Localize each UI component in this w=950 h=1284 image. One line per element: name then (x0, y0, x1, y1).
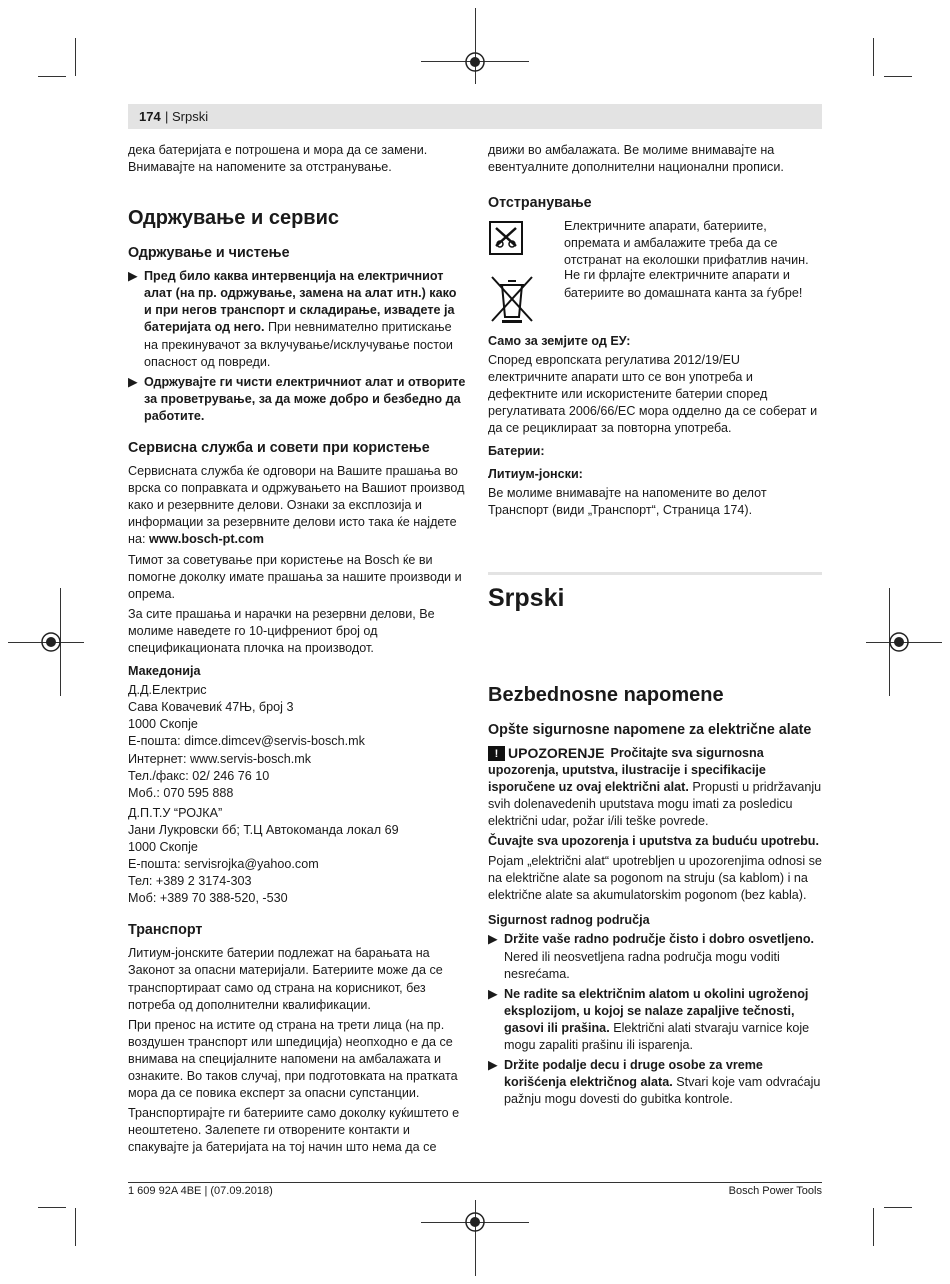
address-line: Д.Д.Електрис (128, 683, 207, 698)
spare-parts-text: За сите прашања и нарачки на резервни делови, Ве молиме наведете го 10-цифрениот број од спецификационата плочка на производот. (128, 606, 435, 655)
heading-work-area: Sigurnost radnog područja (488, 913, 650, 928)
disposal-text-1: Електричните апарати, батериите, опремата и амбалажите треба да се отстранат на еколошки прифатлив начин. (564, 219, 809, 268)
service-link[interactable]: www.bosch-pt.com (145, 532, 264, 547)
heading-cleaning: Одржување и чистење (128, 245, 290, 262)
bullet-text: Nered ili neosvetljena radna područja mogu voditi nesrećama. (504, 949, 780, 981)
crop-mark (38, 76, 66, 77)
disposal-text-2: Не ги фрлајте електричните апарати и батериите во домашната канта за ѓубре! (564, 268, 803, 300)
left-column (128, 142, 466, 1160)
warning-paragraph (488, 745, 822, 831)
header-separator: | (165, 109, 169, 124)
address-line: Д.П.Т.У “РОЈКА” (128, 805, 223, 820)
address-email[interactable]: Е-пошта: servisrojka@yahoo.com (128, 857, 319, 872)
transport-text-1: Литиум-јонските батерии подлежат на барањата на Законот за опасни материјали. Батериите може да се транспортираат само од страна на корисникот, без потреба од дополнителни квалификации. (128, 946, 443, 1012)
warning-triangle-icon: ! (488, 746, 505, 761)
li-ion-text: Ве молиме внимавајте на напомените во делот Транспорт (види „Транспорт“, Страница 174). (488, 486, 767, 518)
keep-instructions: Čuvajte sva upozorenja i uputstva za buduću upotrebu. (488, 834, 819, 849)
bullet-bold-text: Držite vaše radno područje čisto i dobro osvetljeno. (504, 932, 815, 947)
transport-text-2: При пренос на истите од страна на трети лица (на пр. воздушен транспорт или шпедиција) неопходно е да се внимава на специјалните напомени на амбалажата и ознаките. Во таков случај, при подготовката на пратката мора да се повика експерт за опасни супстанции. (128, 1017, 458, 1101)
crop-mark (884, 1207, 912, 1208)
address-block-1 (128, 682, 466, 802)
address-email[interactable]: Е-пошта: dimce.dimcev@servis-bosch.mk (128, 734, 365, 749)
registration-mark-icon (888, 631, 910, 653)
address-mobile: Моб.: 070 595 888 (128, 785, 234, 800)
bullet-bold-text: Одржувајте ги чисти електричниот алат и отворите за проветрување, за да може добро и безбедно да работите. (144, 374, 466, 423)
crossed-bin-icon (488, 273, 536, 325)
bullet-arrow-icon: ▶ (128, 374, 138, 389)
bullet-text: Električni alati stvaraju varnice koje mogu zapaliti prašinu ili isparenja. (504, 1020, 810, 1053)
address-line: Сава Ковачевиќ 47Њ, број 3 (128, 700, 294, 715)
heading-li-ion: Литиум-јонски: (488, 467, 583, 482)
bullet-text: При невнимателно притискање на прекинувачот за вклучување/исклучување постои опасност од повреди. (144, 320, 453, 369)
bin-row (488, 268, 822, 330)
bullet-arrow-icon: ▶ (128, 269, 138, 284)
heading-safety: Bezbednosne napomene (488, 683, 724, 706)
heading-service: Сервисна служба и совети при користење (128, 440, 430, 457)
eu-text: Според европската регулатива 2012/19/EU електричните апарати што се вон употреба и дефектните или искористените батерии според регулативата 2006/66/EC мора одделно да се соберат и да се рециклираат за повторна употреба. (488, 352, 818, 436)
bullet-item (128, 374, 466, 425)
footer-rule (128, 1182, 822, 1183)
continued-text: движи во амбалажата. Ве молиме внимавајте на евентуалните дополнителни национални прописи. (488, 143, 784, 175)
heading-maintenance: Одржување и сервис (128, 207, 339, 230)
bullet-arrow-icon: ▶ (488, 986, 498, 1001)
pojam-text: Pojam „električni alat“ upotrebljen u upozorenjima odnosi se na električne alate sa pogonom na struju (sa kablom) i na električne alate sa akumulatorskim pogonom (bez kabla). (488, 854, 822, 903)
service-text (128, 463, 466, 548)
bullet-text: Stvari koje vam odvraćaju pažnju mogu dovesti do gubitka kontrole. (504, 1075, 821, 1107)
disposal-row (488, 218, 822, 269)
warning-text: Propusti u pridržavanju svih dolenavedenih uputstava mogu imati za posledicu električni udar, požar i/ili teške povrede. (488, 779, 822, 828)
registration-mark-icon (464, 1211, 486, 1233)
header-language-label: Srpski (172, 109, 209, 124)
bullet-bold-text: Пред било каква интервенција на електричниот алат (на пр. одржување, замена на алат итн.) како и при негов транспорт и складирање, извадете ја батеријата од него. (144, 269, 457, 335)
heading-eu: Само за земјите од ЕУ: (488, 333, 631, 348)
crop-mark (75, 1208, 76, 1246)
heading-disposal: Отстранување (488, 195, 592, 212)
address-mobile: Моб: +389 70 388-520, -530 (128, 891, 288, 906)
footer-doc-id: 1 609 92A 4BE | (07.09.2018) (128, 1185, 273, 1197)
address-line: Јани Лукровски бб; Т.Ц Автокоманда локал 69 (128, 822, 399, 837)
heading-srpski: Srpski (488, 583, 565, 612)
address-phone: Тел./факс: 02/ 246 76 10 (128, 768, 270, 783)
address-line: 1000 Скопје (128, 717, 198, 732)
footer-brand: Bosch Power Tools (728, 1185, 822, 1197)
crop-mark (873, 38, 874, 76)
crop-mark (884, 76, 912, 77)
address-phone: Тел: +389 2 3174-303 (128, 874, 252, 889)
address-line: 1000 Скопје (128, 840, 198, 854)
service-text-main: Сервисната служба ќе одговори на Вашите прашања во врска со поправката и одржувањето на Вашиот производ како и резервните делови. Ознаки за експлозија и информации за резервните делови исто така ќе најдете на: (128, 464, 465, 547)
address-website[interactable]: Интернет: www.servis-bosch.mk (128, 751, 312, 766)
recycle-box-icon (488, 220, 524, 256)
bullet-item (128, 268, 466, 371)
crop-mark (873, 1208, 874, 1246)
bullet-item (488, 931, 822, 982)
crop-mark (38, 1207, 66, 1208)
bullet-item (488, 1057, 822, 1108)
intro-text: дека батеријата е потрошена и мора да се замени. Внимавајте на напомените за отстранување. (128, 143, 428, 175)
warning-bold-text: Pročitajte sva sigurnosna upozorenja, uputstva, ilustracije i specifikacije isporučene uz ovaj električni alat. (488, 745, 766, 794)
warning-label-text: UPOZORENJE (508, 744, 605, 761)
right-column (488, 142, 822, 1111)
bullet-bold-text: Ne radite sa električnim alatom u okolini ugroženoj eksplozijom, u kojoj se nalaze zapaljive tečnosti, gasovi ili prašina. (504, 986, 809, 1035)
country-heading: Македонија (128, 664, 201, 679)
address-block-2 (128, 805, 466, 908)
bullet-arrow-icon: ▶ (488, 932, 498, 947)
warning-label (488, 745, 604, 762)
page-header (128, 104, 822, 129)
page-number: 174 (139, 109, 161, 124)
heading-batteries: Батерии: (488, 444, 545, 459)
advice-text: Тимот за советување при користење на Bosch ќе ви помогне доколку имате прашања за нашите производи и опрема. (128, 552, 462, 601)
heading-transport: Транспорт (128, 922, 203, 939)
heading-general-safety: Opšte sigurnosne napomene za električne alate (488, 721, 812, 738)
transport-text-3: Транспортирајте ги батериите само доколку куќиштето е неоштетено. Залепете ги отворените контакти и спакувајте ја батеријата на тој начин што нема да се (128, 1106, 460, 1155)
bullet-item (488, 986, 822, 1054)
bullet-bold-text: Držite podalje decu i druge osobe za vreme korišćenja električnog alata. (504, 1058, 763, 1090)
registration-mark-icon (464, 51, 486, 73)
bullet-arrow-icon: ▶ (488, 1058, 498, 1073)
crop-mark (75, 38, 76, 76)
section-rule (488, 572, 822, 575)
header-language (165, 109, 208, 124)
registration-mark-icon (40, 631, 62, 653)
